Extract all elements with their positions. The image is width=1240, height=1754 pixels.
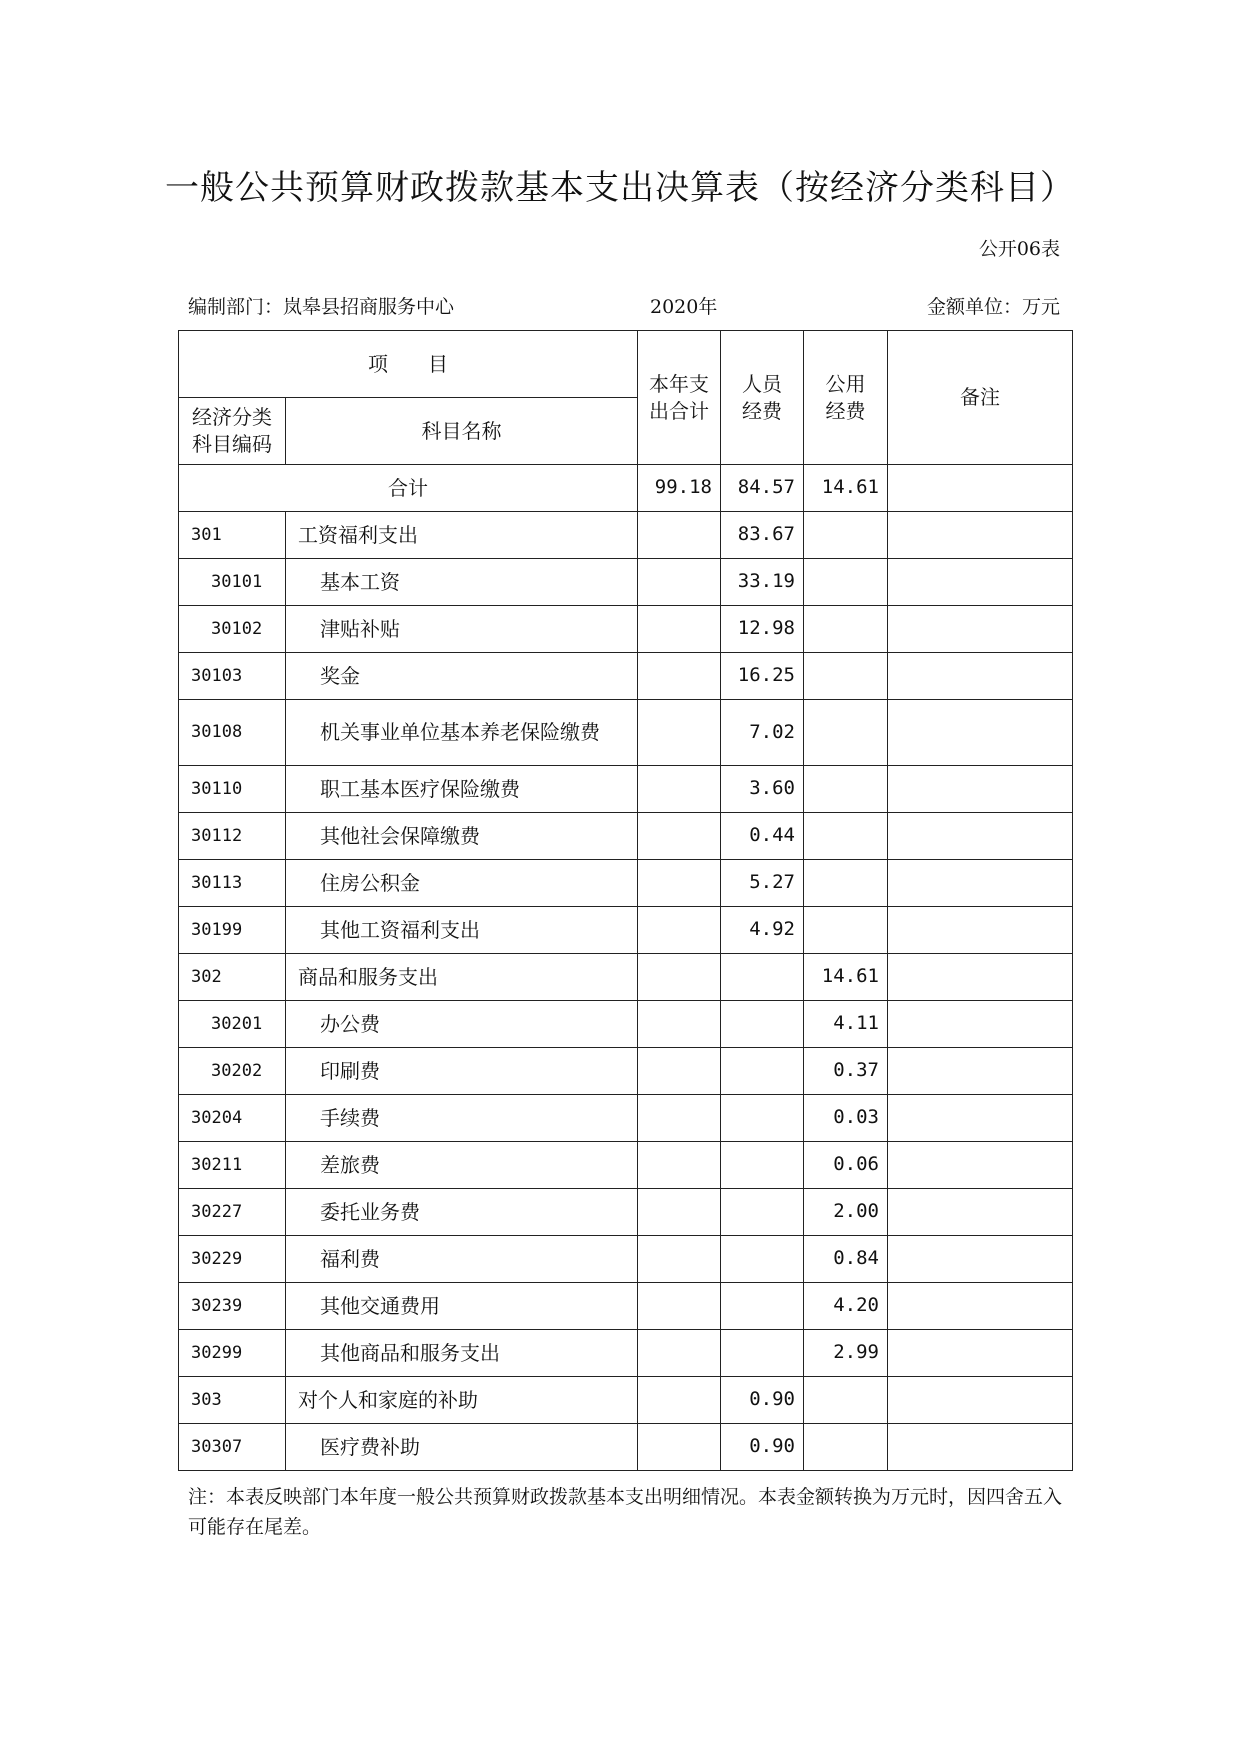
- table-row: [179, 700, 1073, 766]
- total-label: 合计: [179, 465, 638, 512]
- row-personnel: 0.44: [721, 813, 804, 860]
- row-name: 商品和服务支出: [286, 954, 638, 1001]
- row-remark: [888, 813, 1073, 860]
- row-code: 30199: [179, 907, 286, 954]
- row-name: 职工基本医疗保险缴费: [286, 766, 638, 813]
- row-code: 30202: [179, 1048, 286, 1095]
- row-name: 工资福利支出: [286, 512, 638, 559]
- row-code: 30307: [179, 1424, 286, 1471]
- row-name: 其他商品和服务支出: [286, 1330, 638, 1377]
- row-total: [638, 1330, 721, 1377]
- row-public: 14.61: [804, 954, 888, 1001]
- table-row: [179, 606, 1073, 653]
- table-row: [179, 1424, 1073, 1471]
- row-code: 30227: [179, 1189, 286, 1236]
- row-total: [638, 1048, 721, 1095]
- row-code: 30211: [179, 1142, 286, 1189]
- row-public: 4.20: [804, 1283, 888, 1330]
- row-public: [804, 1424, 888, 1471]
- year-label: 2020年: [650, 296, 718, 318]
- row-remark: [888, 512, 1073, 559]
- row-name: 津贴补贴: [286, 606, 638, 653]
- row-public: [804, 813, 888, 860]
- header-personnel-text: 人员经费: [742, 371, 782, 423]
- row-name: 基本工资: [286, 559, 638, 606]
- row-public: [804, 559, 888, 606]
- row-total: [638, 954, 721, 1001]
- row-code: 30102: [179, 606, 286, 653]
- row-personnel: 0.90: [721, 1377, 804, 1424]
- table-row: [179, 860, 1073, 907]
- department-label: 编制部门：岚皋县招商服务中心: [188, 296, 455, 318]
- table-row: [179, 1095, 1073, 1142]
- row-total: [638, 1236, 721, 1283]
- row-personnel: 0.90: [721, 1424, 804, 1471]
- row-code: 30239: [179, 1283, 286, 1330]
- row-total: [638, 1189, 721, 1236]
- header-public: [804, 331, 888, 465]
- header-total: [638, 331, 721, 465]
- row-public: [804, 700, 888, 766]
- row-personnel: 4.92: [721, 907, 804, 954]
- footnote: 注：本表反映部门本年度一般公共预算财政拨款基本支出明细情况。本表金额转换为万元时，因四舍五入可能存在尾差。: [188, 1486, 1063, 1539]
- row-code: 30113: [179, 860, 286, 907]
- row-remark: [888, 1330, 1073, 1377]
- row-personnel: [721, 1048, 804, 1095]
- row-public: 0.37: [804, 1048, 888, 1095]
- row-total: [638, 1377, 721, 1424]
- row-total: [638, 907, 721, 954]
- row-code: 301: [179, 512, 286, 559]
- row-name: 其他交通费用: [286, 1283, 638, 1330]
- row-public: 4.11: [804, 1001, 888, 1048]
- row-public: 0.06: [804, 1142, 888, 1189]
- row-personnel: [721, 1001, 804, 1048]
- table-row: [179, 559, 1073, 606]
- table-row: [179, 1330, 1073, 1377]
- row-public: 2.99: [804, 1330, 888, 1377]
- row-remark: [888, 1048, 1073, 1095]
- row-total: [638, 559, 721, 606]
- table-row: [179, 954, 1073, 1001]
- header-item: 项 目: [179, 331, 638, 398]
- row-total: [638, 860, 721, 907]
- header-row-1: [179, 331, 1073, 398]
- row-remark: [888, 559, 1073, 606]
- row-code: 30101: [179, 559, 286, 606]
- row-public: [804, 606, 888, 653]
- page-title: 一般公共预算财政拨款基本支出决算表（按经济分类科目）: [165, 168, 1075, 208]
- row-public: 0.03: [804, 1095, 888, 1142]
- row-code: 30103: [179, 653, 286, 700]
- row-public: [804, 653, 888, 700]
- row-public: 0.84: [804, 1236, 888, 1283]
- row-total: [638, 1142, 721, 1189]
- row-total: [638, 700, 721, 766]
- header-total-text: 本年支出合计: [649, 371, 709, 423]
- row-total: [638, 1424, 721, 1471]
- header-remark: 备注: [888, 331, 1073, 465]
- row-remark: [888, 1095, 1073, 1142]
- row-total: [638, 813, 721, 860]
- row-remark: [888, 907, 1073, 954]
- row-personnel: [721, 1189, 804, 1236]
- row-name: 差旅费: [286, 1142, 638, 1189]
- table-row: [179, 1377, 1073, 1424]
- table-row: [179, 1001, 1073, 1048]
- row-personnel: 3.60: [721, 766, 804, 813]
- total-row: [179, 465, 1073, 512]
- table-row: [179, 766, 1073, 813]
- header-code-text: 经济分类科目编码: [192, 405, 272, 456]
- header-personnel: [721, 331, 804, 465]
- row-personnel: [721, 954, 804, 1001]
- row-total: [638, 766, 721, 813]
- row-code: 302: [179, 954, 286, 1001]
- row-name: 委托业务费: [286, 1189, 638, 1236]
- header-public-text: 公用经费: [825, 371, 866, 423]
- row-personnel: [721, 1236, 804, 1283]
- row-code: 30201: [179, 1001, 286, 1048]
- row-name: 福利费: [286, 1236, 638, 1283]
- total-remark: [888, 465, 1073, 512]
- row-code: 303: [179, 1377, 286, 1424]
- table-row: [179, 813, 1073, 860]
- total-public: 14.61: [804, 465, 888, 512]
- row-code: 30204: [179, 1095, 286, 1142]
- row-public: [804, 766, 888, 813]
- row-remark: [888, 1377, 1073, 1424]
- row-code: 30108: [179, 700, 286, 766]
- row-remark: [888, 653, 1073, 700]
- row-personnel: [721, 1095, 804, 1142]
- table-row: [179, 512, 1073, 559]
- budget-table: [178, 330, 1073, 1471]
- row-name: 其他工资福利支出: [286, 907, 638, 954]
- total-personnel: 84.57: [721, 465, 804, 512]
- row-personnel: [721, 1330, 804, 1377]
- header-code: [179, 398, 286, 465]
- table-row: [179, 1142, 1073, 1189]
- table-row: [179, 907, 1073, 954]
- row-remark: [888, 700, 1073, 766]
- row-remark: [888, 1236, 1073, 1283]
- row-code: 30229: [179, 1236, 286, 1283]
- row-remark: [888, 606, 1073, 653]
- row-remark: [888, 1424, 1073, 1471]
- row-name: 其他社会保障缴费: [286, 813, 638, 860]
- row-remark: [888, 766, 1073, 813]
- row-name: 手续费: [286, 1095, 638, 1142]
- table-row: [179, 1283, 1073, 1330]
- unit-label: 金额单位：万元: [926, 296, 1060, 318]
- row-total: [638, 1283, 721, 1330]
- header-name: 科目名称: [286, 398, 638, 465]
- row-name: 住房公积金: [286, 860, 638, 907]
- table-body: [179, 331, 1073, 1471]
- row-personnel: [721, 1283, 804, 1330]
- row-remark: [888, 1142, 1073, 1189]
- row-public: [804, 907, 888, 954]
- row-public: [804, 1377, 888, 1424]
- row-personnel: 5.27: [721, 860, 804, 907]
- row-name: 机关事业单位基本养老保险缴费: [286, 700, 638, 766]
- row-name: 奖金: [286, 653, 638, 700]
- row-personnel: 83.67: [721, 512, 804, 559]
- total-amount: 99.18: [638, 465, 721, 512]
- row-public: [804, 512, 888, 559]
- row-name: 对个人和家庭的补助: [286, 1377, 638, 1424]
- row-total: [638, 606, 721, 653]
- row-personnel: 16.25: [721, 653, 804, 700]
- row-name: 印刷费: [286, 1048, 638, 1095]
- row-name: 医疗费补助: [286, 1424, 638, 1471]
- row-remark: [888, 1001, 1073, 1048]
- table-row: [179, 1189, 1073, 1236]
- row-code: 30112: [179, 813, 286, 860]
- row-personnel: 33.19: [721, 559, 804, 606]
- row-total: [638, 512, 721, 559]
- form-number: 公开06表: [978, 238, 1060, 260]
- row-code: 30110: [179, 766, 286, 813]
- row-total: [638, 653, 721, 700]
- table-row: [179, 1048, 1073, 1095]
- table-row: [179, 1236, 1073, 1283]
- row-personnel: 12.98: [721, 606, 804, 653]
- row-remark: [888, 954, 1073, 1001]
- row-total: [638, 1095, 721, 1142]
- row-personnel: 7.02: [721, 700, 804, 766]
- table-row: [179, 653, 1073, 700]
- row-code: 30299: [179, 1330, 286, 1377]
- row-total: [638, 1001, 721, 1048]
- row-remark: [888, 1189, 1073, 1236]
- row-remark: [888, 1283, 1073, 1330]
- row-public: 2.00: [804, 1189, 888, 1236]
- row-name: 办公费: [286, 1001, 638, 1048]
- row-personnel: [721, 1142, 804, 1189]
- row-public: [804, 860, 888, 907]
- row-remark: [888, 860, 1073, 907]
